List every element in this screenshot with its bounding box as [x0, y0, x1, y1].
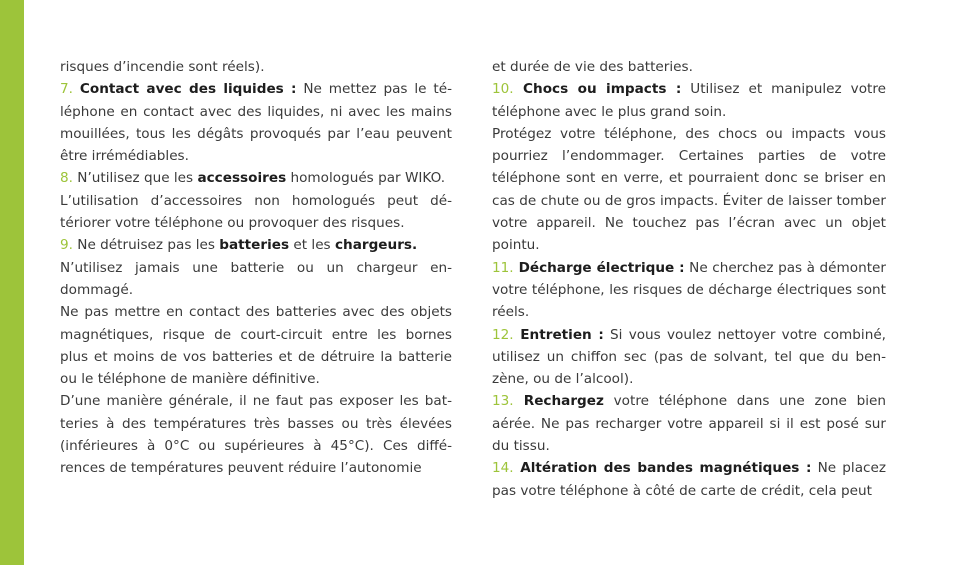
item-text: Ne mettez pas le té-léphone en contact avec des liquides, ni avec les mains mouillées, tous les dégâts provoqués par l’eau peuvent être irrémédiables. — [60, 81, 452, 165]
item-12 — [492, 324, 886, 391]
item-text: votre téléphone dans une zone bien aérée. Ne pas recharger votre appareil si il est posé sur du tissu. — [492, 393, 886, 455]
item-number: 10. — [492, 81, 514, 98]
green-sidebar-stripe — [0, 0, 24, 565]
left-column — [60, 56, 452, 480]
item-text: Ne cherchez pas à démonter votre téléphone, les risques de décharge électriques sont réels. — [492, 259, 886, 321]
item-title: Contact avec des liquides : — [79, 81, 297, 98]
item-number: 8. — [60, 170, 73, 187]
item-keyword: chargeurs. — [334, 237, 418, 254]
item-number: 9. — [60, 237, 73, 254]
item-text: et les — [289, 237, 335, 254]
right-column — [492, 56, 886, 502]
paragraph: L’utilisation d’accessoires non homologués peut dé-tériorer votre téléphone ou provoquer des risques. — [60, 192, 452, 232]
item-11 — [492, 257, 886, 324]
item-text: Utilisez et manipulez votre téléphone avec le plus grand soin. — [492, 81, 886, 120]
item-text: homologués par WIKO. — [286, 170, 446, 187]
item-title: Altération des bandes magnétiques : — [513, 460, 812, 477]
item-text: Ne placez pas votre téléphone à côté de carte de crédit, cela peut — [492, 460, 886, 499]
item-13 — [492, 390, 886, 457]
item-title: Entretien : — [513, 326, 604, 343]
item-keyword: batteries — [219, 237, 290, 254]
paragraph: D’une manière générale, il ne faut pas exposer les bat-teries à des températures très basses ou très élevées (inférieures à 0°C ou supérieures à 45°C). Ces diffé-rences de températures peuvent réduire l’autonomie — [60, 393, 452, 477]
item-title: Rechargez — [513, 393, 604, 410]
item-text: Si vous voulez nettoyer votre combiné, utilisez un chiffon sec (pas de solvant, tel que du ben-zène, ou de l’alcool). — [492, 326, 887, 388]
item-number: 7. — [60, 81, 73, 98]
paragraph: Protégez votre téléphone, des chocs ou impacts vous pourriez l’endommager. Certaines parties de votre téléphone sont en verre, et pourraient donc se briser en cas de chute ou de gros impacts. Éviter de laisser tomber votre appareil. Ne touchez pas l’écran avec un objet pointu. — [492, 125, 886, 254]
item-text: Ne détruisez pas les — [72, 237, 220, 254]
item-title: Décharge électrique : — [513, 259, 685, 276]
item-10 — [492, 78, 886, 123]
item-number: 11. — [492, 259, 514, 276]
paragraph: N’utilisez jamais une batterie ou un chargeur en-dommagé. — [60, 259, 452, 298]
item-7 — [60, 78, 452, 167]
paragraph-continuation: risques d’incendie sont réels). — [60, 59, 265, 75]
item-keyword: accessoires — [197, 170, 287, 187]
item-8 — [60, 167, 452, 189]
paragraph-continuation: et durée de vie des batteries. — [492, 59, 693, 75]
item-number: 13. — [492, 393, 514, 410]
item-title: Chocs ou impacts : — [513, 81, 682, 98]
paragraph: Ne pas mettre en contact des batteries avec des objets magnétiques, risque de court-circuit entre les bornes plus et moins de vos batteries et de détruire la batterie ou le téléphone de manière définitive. — [60, 304, 452, 388]
item-14 — [492, 457, 886, 502]
item-number: 14. — [492, 460, 514, 477]
item-text: N’utilisez que les — [72, 170, 198, 187]
item-number: 12. — [492, 326, 514, 343]
item-9 — [60, 234, 452, 256]
